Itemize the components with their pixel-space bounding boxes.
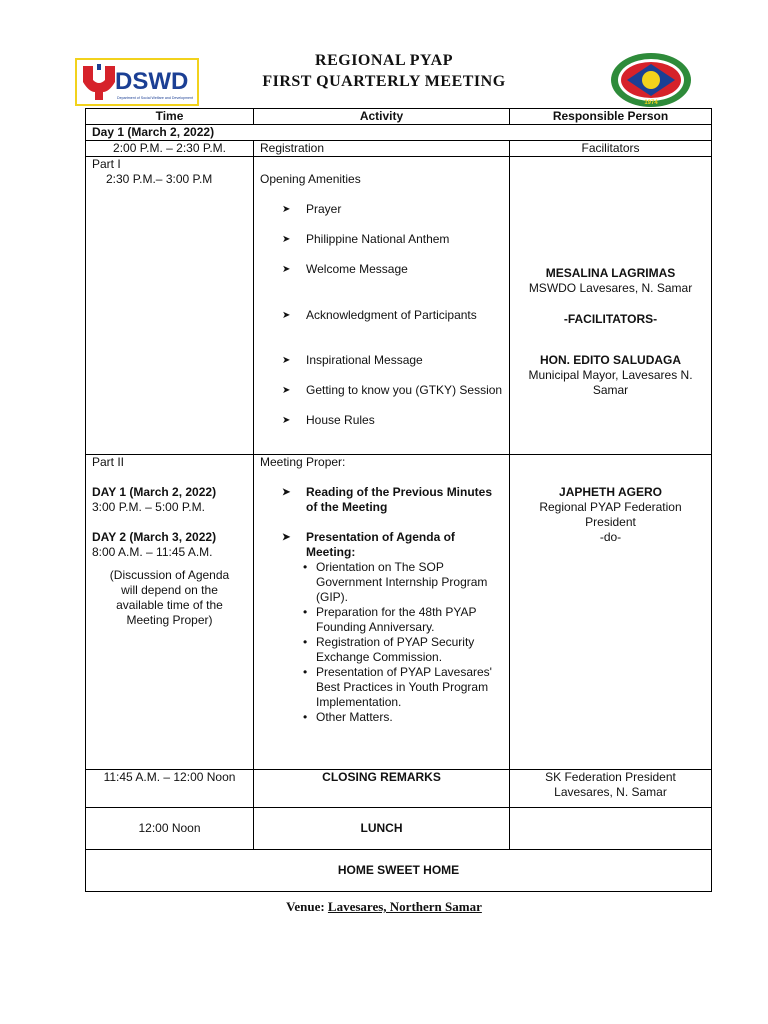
- bullet-icon: •: [303, 560, 308, 574]
- home-sweet-home: HOME SWEET HOME: [86, 850, 712, 892]
- closing-time: 11:45 A.M. – 12:00 Noon: [86, 770, 254, 808]
- part2-day2: DAY 2 (March 3, 2022): [92, 530, 217, 544]
- registration-person: Facilitators: [510, 141, 712, 157]
- part2-row: [86, 455, 712, 770]
- venue-place: Lavesares, Northern Samar: [327, 899, 482, 914]
- list-item: • Registration of PYAP Security Exchange Commission.: [303, 635, 475, 664]
- part2-day1: DAY 1 (March 2, 2022): [92, 485, 217, 499]
- dswd-logo: [75, 58, 199, 106]
- header-responsible: Responsible Person: [510, 109, 712, 125]
- part2-day1-time: 3:00 P.M. – 5:00 P.M.: [92, 500, 205, 514]
- arrow-icon: ➤: [282, 264, 291, 275]
- list-item: ➤ Philippine National Anthem: [282, 232, 450, 246]
- closing-row: [86, 770, 712, 808]
- arrow-icon: ➤: [282, 487, 291, 498]
- closing-activity: CLOSING REMARKS: [254, 770, 510, 808]
- person-agero-do: -do-: [599, 530, 622, 544]
- part2-person-cell: [510, 455, 712, 770]
- list-item: ➤ Presentation of Agenda of Meeting:: [282, 530, 455, 559]
- arrow-icon: ➤: [282, 234, 291, 245]
- list-item: ➤ Getting to know you (GTKY) Session: [282, 383, 503, 397]
- person-agero-role: Regional PYAP Federation President: [539, 500, 682, 529]
- lunch-time: 12:00 Noon: [86, 808, 254, 850]
- lunch-activity: LUNCH: [254, 808, 510, 850]
- opening-items-list: [260, 202, 503, 428]
- part2-day2-time: 8:00 A.M. – 11:45 A.M.: [92, 545, 213, 559]
- meeting-proper-title: Meeting Proper:: [260, 455, 346, 469]
- part1-row: [86, 157, 712, 455]
- bullet-icon: •: [303, 635, 308, 649]
- registration-activity: Registration: [254, 141, 510, 157]
- meeting-items-list: [260, 485, 503, 560]
- header-activity: Activity: [254, 109, 510, 125]
- list-item: • Preparation for the 48th PYAP Founding Anniversary.: [303, 605, 477, 634]
- person-agero-name: JAPHETH AGERO: [559, 485, 662, 499]
- home-row: [86, 850, 712, 892]
- part1-label: Part I: [92, 157, 121, 171]
- document-title: REGIONAL PYAP: [315, 52, 453, 69]
- person-saludaga-name: HON. EDITO SALUDAGA: [539, 353, 682, 367]
- lunch-row: [86, 808, 712, 850]
- list-item: ➤ Prayer: [282, 202, 342, 216]
- list-item: ➤ Reading of the Previous Minutes of the Meeting: [282, 485, 493, 514]
- list-item: ➤ Welcome Message: [282, 262, 408, 276]
- person-saludaga-role: Municipal Mayor, Lavesares N. Samar: [528, 368, 693, 397]
- part2-label: Part II: [92, 455, 125, 469]
- person-mesalina-role: MSWDO Lavesares, N. Samar: [528, 281, 693, 295]
- part2-time-cell: [86, 455, 254, 770]
- venue-label: Venue:: [286, 899, 325, 914]
- part1-activity-cell: [254, 157, 510, 455]
- closing-person-line2: Lavesares, N. Samar: [554, 785, 667, 799]
- closing-person-line1: SK Federation President: [545, 770, 676, 784]
- facilitators-label: -FACILITATORS-: [563, 312, 658, 326]
- schedule-table: [85, 108, 712, 892]
- registration-time: 2:00 P.M. – 2:30 P.M.: [86, 141, 254, 157]
- list-item: • Other Matters.: [303, 710, 393, 724]
- arrow-icon: ➤: [282, 355, 291, 366]
- pyap-seal-logo: [610, 52, 692, 108]
- part1-time-cell: [86, 157, 254, 455]
- opening-amenities-title: Opening Amenities: [260, 172, 361, 186]
- bullet-icon: •: [303, 605, 308, 619]
- part2-note: (Discussion of Agenda will depend on the available time of the Meeting Proper): [109, 568, 230, 627]
- list-item: ➤ Inspirational Message: [282, 353, 423, 367]
- list-item: • Presentation of PYAP Lavesares' Best Practices in Youth Program Implementation.: [303, 665, 492, 709]
- part1-time: 2:30 P.M.– 3:00 P.M: [106, 172, 213, 186]
- header-time: Time: [86, 109, 254, 125]
- document-subtitle: FIRST QUARTERLY MEETING: [262, 73, 506, 90]
- list-item: ➤ Acknowledgment of Participants: [282, 308, 477, 322]
- dswd-logo-subtext: Department of Social Welfare and Development: [117, 96, 194, 100]
- list-item: • Orientation on The SOP Government Internship Program (GIP).: [303, 560, 488, 604]
- day1-label: Day 1 (March 2, 2022): [86, 125, 712, 141]
- dswd-logo-text: DSWD: [115, 68, 189, 95]
- table-header-row: [86, 109, 712, 125]
- registration-row: [86, 141, 712, 157]
- part1-person-cell: [510, 157, 712, 455]
- person-mesalina-name: MESALINA LAGRIMAS: [545, 266, 676, 280]
- arrow-icon: ➤: [282, 204, 291, 215]
- arrow-icon: ➤: [282, 415, 291, 426]
- list-item: ➤ House Rules: [282, 413, 375, 427]
- bullet-icon: •: [303, 710, 308, 724]
- arrow-icon: ➤: [282, 310, 291, 321]
- closing-person-cell: [510, 770, 712, 808]
- arrow-icon: ➤: [282, 532, 291, 543]
- venue-line: [0, 899, 768, 915]
- agenda-list: [260, 560, 503, 725]
- lunch-person-empty: [510, 808, 712, 850]
- part2-activity-cell: [254, 455, 510, 770]
- day1-row: [86, 125, 712, 141]
- bullet-icon: •: [303, 665, 308, 679]
- seal-year: 1974: [644, 100, 658, 106]
- arrow-icon: ➤: [282, 385, 291, 396]
